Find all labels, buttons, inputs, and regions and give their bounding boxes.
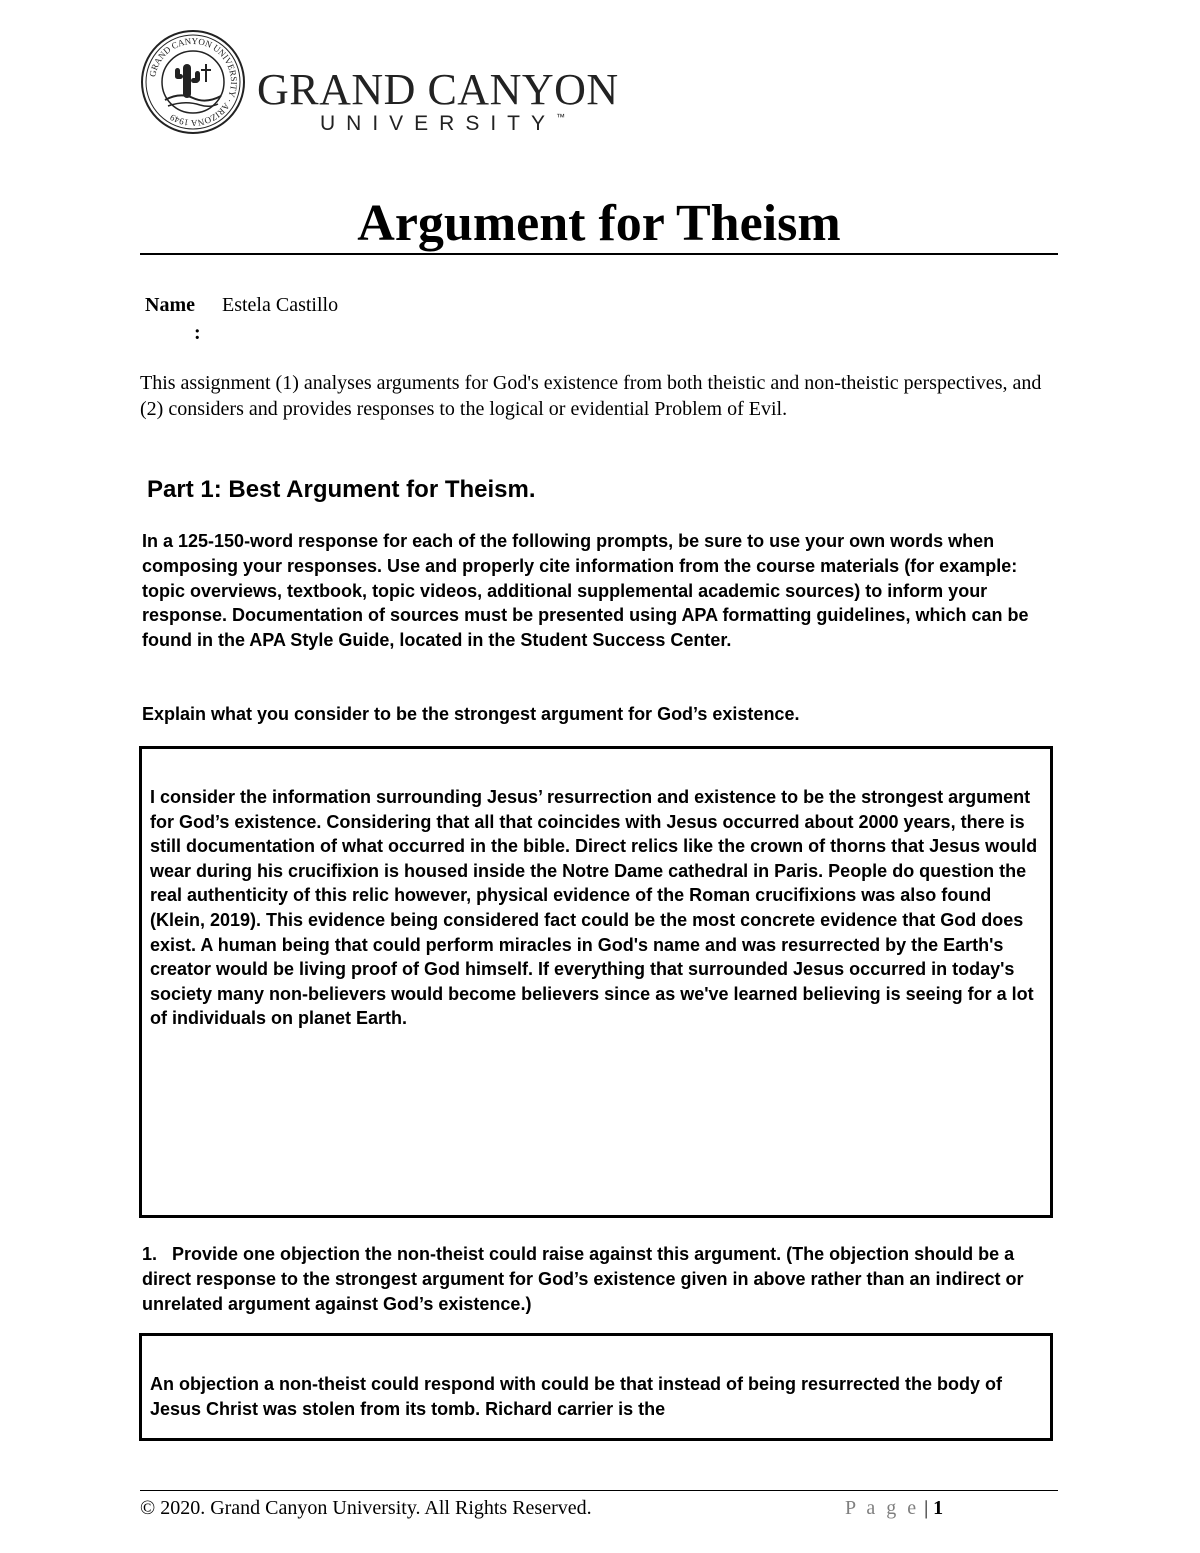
- instructions-paragraph: In a 125-150-word response for each of the following prompts, be sure to use your own words when composing your responses. Use and properly cite information from the course materials (for example: topic overviews, textbook, topic videos, additional supplemental academic sources) to inform your response. Documentation of sources must be presented using APA formatting guidelines, which can be found in the APA Style Guide, located in the Student Success Center.: [142, 531, 1029, 651]
- footer-page-number: [845, 1495, 943, 1521]
- wordmark-first: GRAND: [257, 65, 416, 114]
- answer-2-text: An objection a non-theist could respond with could be that instead of being resurrected the body of Jesus Christ was stolen from its tomb. Richard carrier is the: [150, 1374, 1003, 1419]
- name-colon: :: [194, 322, 201, 344]
- trademark-symbol: ™: [556, 112, 566, 122]
- question-1-number: 1.: [142, 1244, 158, 1264]
- name-label: Name: [145, 294, 195, 316]
- title-divider: [140, 253, 1058, 255]
- answer-1-text: I consider the information surrounding Jesus’ resurrection and existence to be the strongest argument for God’s existence. Considering that all that coincides with Jesus occurred about 2000 years, there is still documentation of what occurred in the bible. Direct relics like the crown of thorns that Jesus would wear during his crucifixion is housed inside the Notre Dame cathedral in Paris. People do question the real authenticity of this relic however, physical evidence of the Roman crucifixions was also found (Klein, 2019). This evidence being considered fact could be the most concrete evidence that God does exist. A human being that could perform miracles in God's name and was resurrected by the Earth's creator would be living proof of God himself. If everything that surrounded Jesus occurred in today's society many non-believers would become believers since as we've learned believing is seeing for a lot of individuals on planet Earth.: [150, 787, 1038, 1029]
- prompt-strongest-argument: Explain what you consider to be the strongest argument for God’s existence.: [142, 704, 800, 724]
- answer-box-1: [139, 746, 1053, 1218]
- name-value: Estela Castillo: [222, 294, 339, 316]
- footer-copyright: © 2020. Grand Canyon University. All Rights Reserved.: [140, 1497, 592, 1519]
- answer-box-2: [139, 1333, 1053, 1441]
- university-seal-icon: [140, 30, 246, 134]
- wordmark-second: CANYON: [427, 65, 619, 114]
- part1-heading: Part 1: Best Argument for Theism.: [147, 476, 536, 503]
- question-1-text: Provide one objection the non-theist could raise against this argument. (The objection should be a direct response to the strongest argument for God’s existence given in above rather than an indirect or unrelated argument against God’s existence.): [142, 1244, 1024, 1314]
- university-logo: [140, 30, 620, 135]
- university-label: UNIVERSITY™: [320, 112, 566, 135]
- document-title: Argument for Theism: [357, 195, 841, 252]
- page-word: P a g e: [845, 1497, 920, 1519]
- question-1: [142, 1242, 1057, 1316]
- footer-divider: [140, 1490, 1058, 1491]
- assignment-intro: This assignment (1) analyses arguments for God's existence from both theistic and non-theistic perspectives, and (2) considers and provides responses to the logical or evidential Problem of Evil.: [140, 372, 1042, 420]
- university-wordmark: [257, 65, 619, 114]
- svg-text:GRAND CANYON UNIVERSITY · ARIZ: GRAND CANYON UNIVERSITY · ARIZONA 1949: [147, 35, 240, 129]
- page-separator: |: [919, 1497, 934, 1519]
- page-number: 1: [933, 1497, 944, 1519]
